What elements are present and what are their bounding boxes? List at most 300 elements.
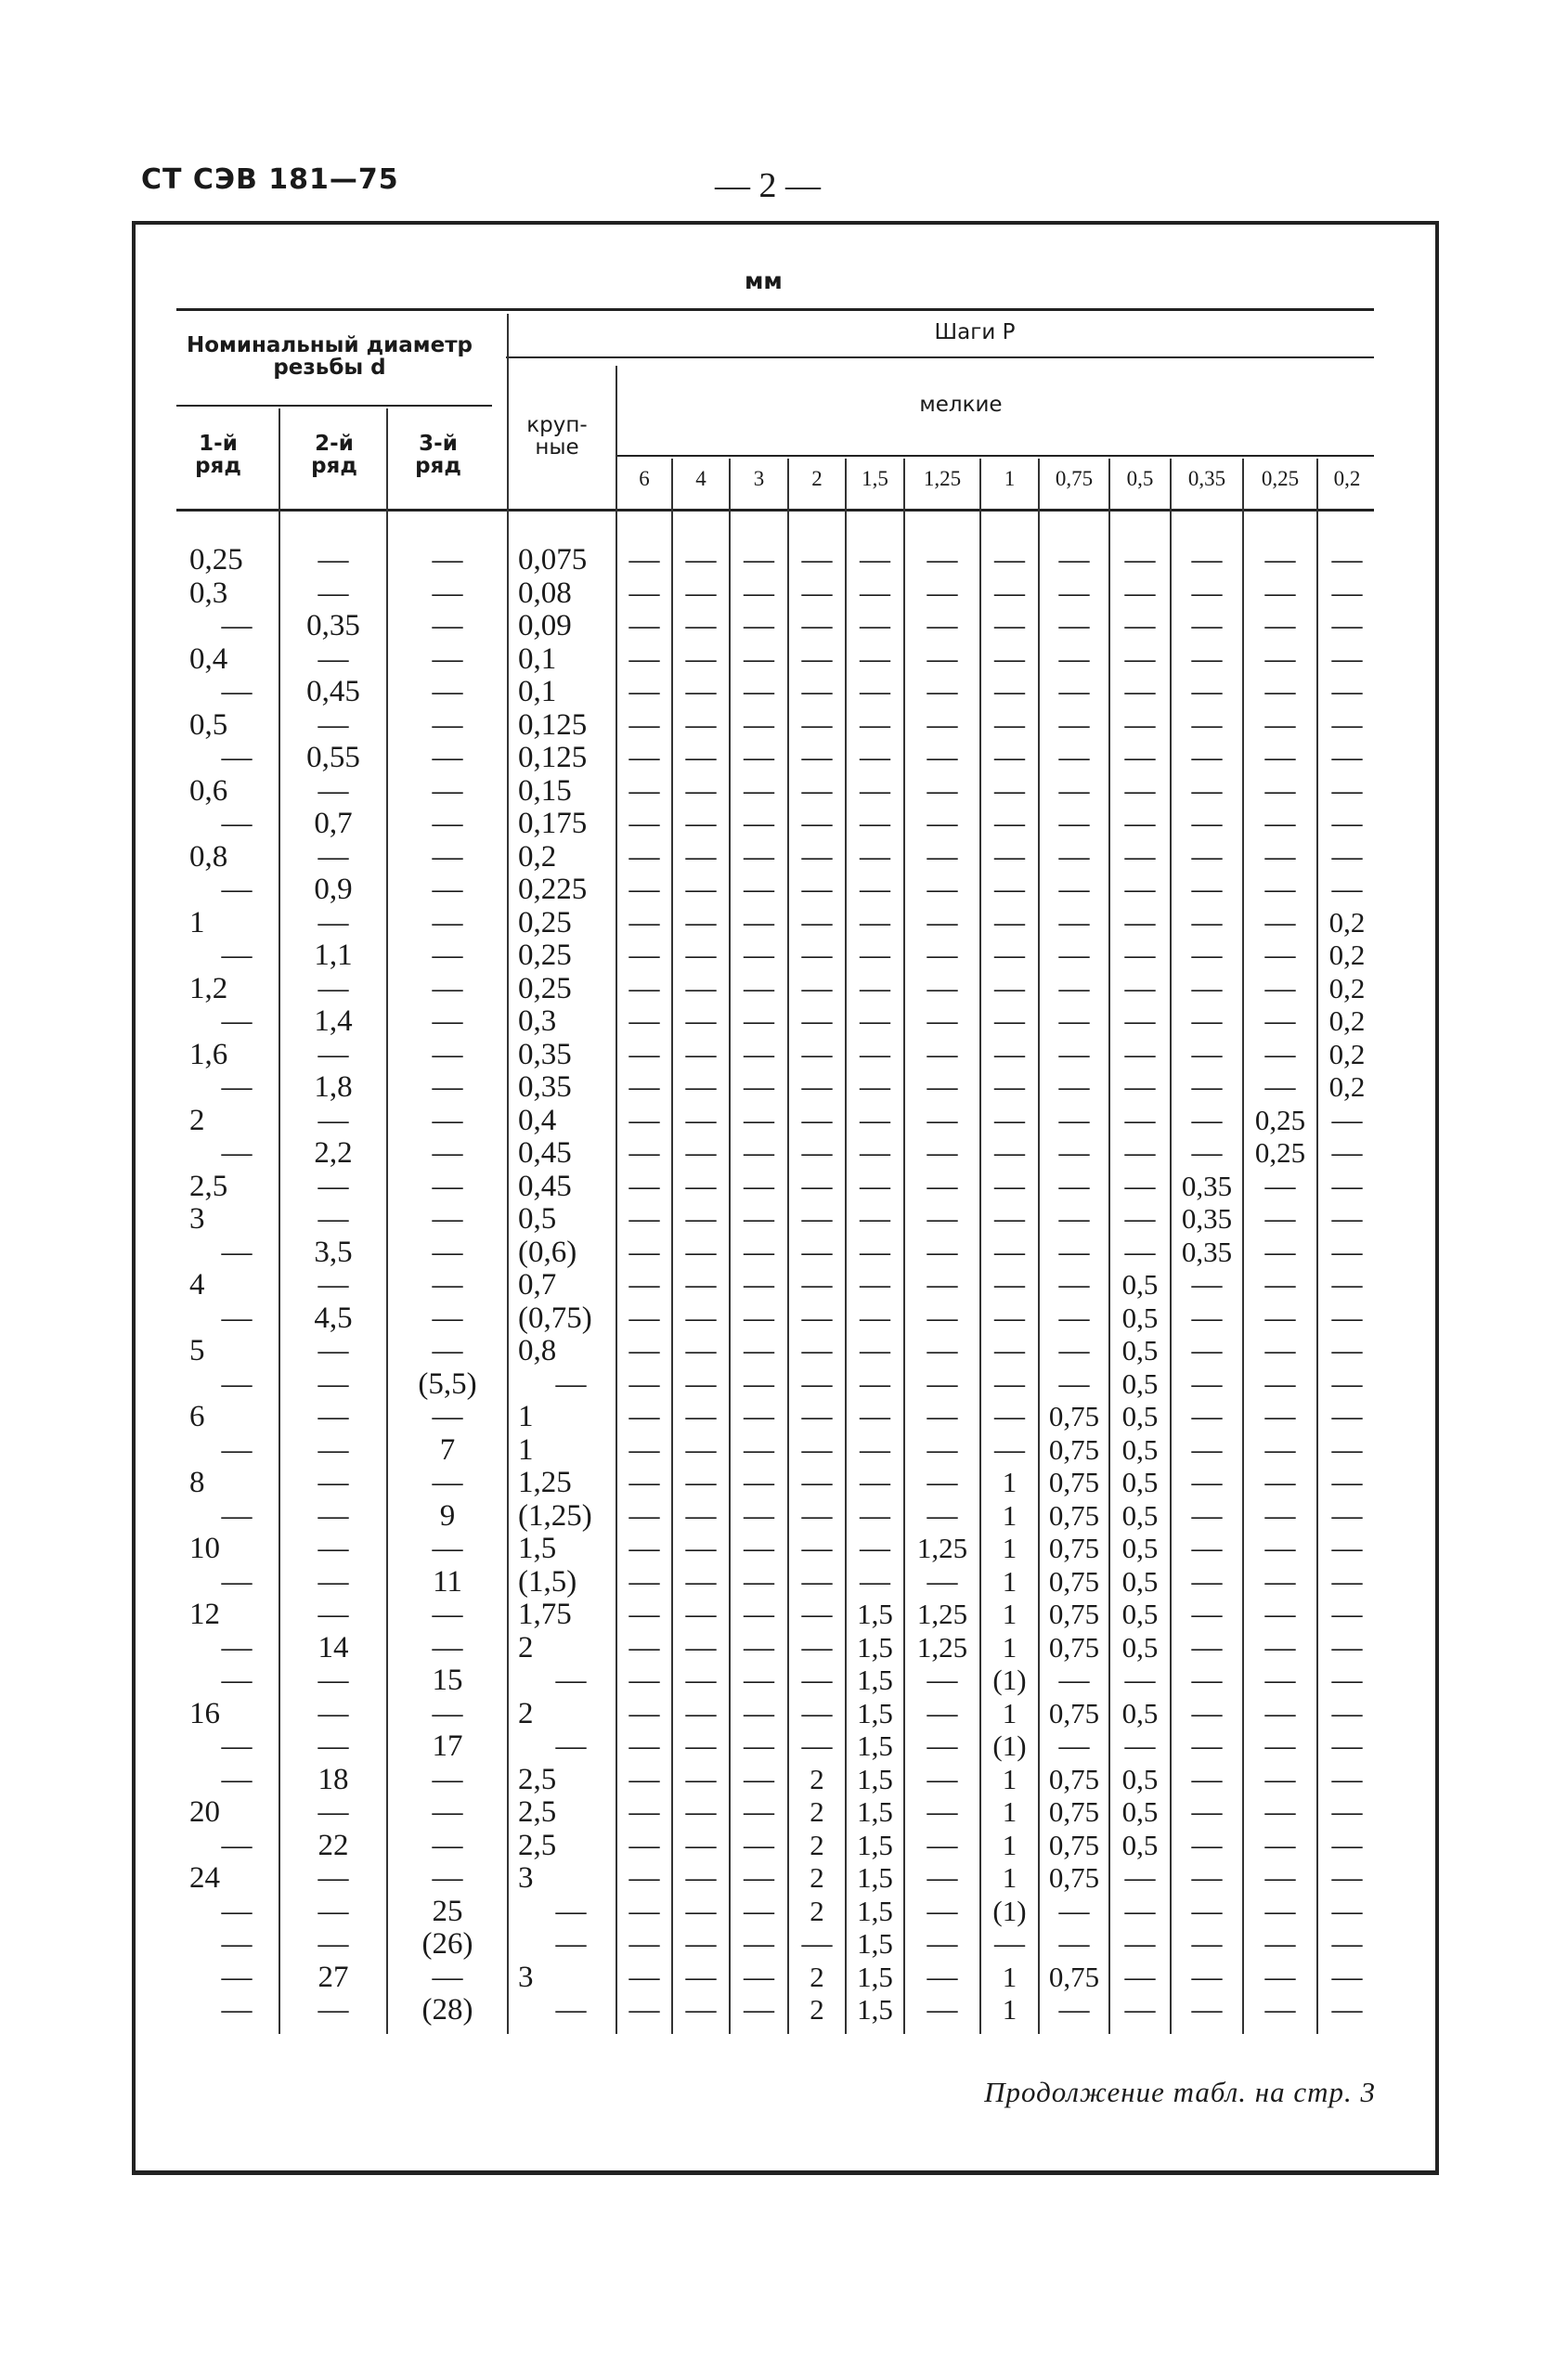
table-cell: — xyxy=(927,1927,958,1961)
table-cell: — xyxy=(801,939,833,972)
table-cell: — xyxy=(221,609,253,642)
table-cell: — xyxy=(685,1664,717,1697)
table-cell: 0,35 xyxy=(1181,1202,1233,1235)
table-cell: 0,75 xyxy=(1048,1762,1100,1795)
table-cell: — xyxy=(801,741,833,774)
table-cell: 0,75 xyxy=(1048,1795,1100,1828)
table-cell: 1 xyxy=(1002,1696,1017,1729)
table-cell: 1,5 xyxy=(857,1664,893,1696)
table-cell: — xyxy=(801,1169,833,1203)
table-cell: 25 xyxy=(432,1894,463,1928)
table-cell: 1,25 xyxy=(916,1532,968,1564)
table-cell: 0,5 xyxy=(1121,1268,1159,1301)
table-cell: — xyxy=(1191,873,1223,906)
table-cell: — xyxy=(994,1202,1025,1236)
table-cell: — xyxy=(860,1334,890,1367)
table-cell: — xyxy=(432,1598,463,1631)
table-cell: — xyxy=(744,1136,774,1170)
table-cell: — xyxy=(860,1301,890,1335)
table-cell: — xyxy=(994,1070,1025,1104)
table-cell: — xyxy=(685,1927,717,1961)
table-cell: 0,7 xyxy=(518,1268,557,1302)
table-cell: — xyxy=(317,1432,349,1467)
table-cell: — xyxy=(744,939,774,972)
table-cell: 1 xyxy=(1002,1466,1017,1498)
table-cell: — xyxy=(744,1334,774,1367)
table-cell: 0,5 xyxy=(1121,1466,1159,1498)
table-cell: — xyxy=(1058,773,1090,808)
table-cell: — xyxy=(801,1432,833,1467)
table-cell: — xyxy=(432,905,463,939)
table-cell: 1 xyxy=(1002,1960,1017,1993)
table-cell: — xyxy=(628,1828,660,1862)
table-cell: 4,5 xyxy=(314,1301,353,1335)
table-cell: 1,5 xyxy=(518,1532,557,1565)
table-cell: — xyxy=(744,971,774,1005)
table-cell: — xyxy=(685,1894,717,1928)
table-cell: — xyxy=(685,1532,717,1565)
table-cell: 1 xyxy=(1002,1795,1017,1828)
table-cell: — xyxy=(801,1400,833,1433)
table-cell: — xyxy=(1191,1136,1223,1170)
table-cell: — xyxy=(685,1268,717,1302)
table-cell: 17 xyxy=(432,1729,463,1763)
table-cell: — xyxy=(744,1366,774,1401)
table-cell: 0,175 xyxy=(518,807,588,840)
page-frame-bottom xyxy=(132,2170,1439,2175)
table-cell: — xyxy=(994,1004,1025,1038)
table-cell: — xyxy=(801,839,833,874)
table-cell: 2 xyxy=(810,1795,824,1828)
table-cell: — xyxy=(685,543,717,576)
table-cell: — xyxy=(860,1004,890,1038)
table-cell: — xyxy=(744,1268,774,1302)
table-cell: 0,2 xyxy=(1328,939,1366,971)
table-cell: — xyxy=(1124,543,1156,576)
table-cell: — xyxy=(685,905,717,939)
table-cell: — xyxy=(432,1301,463,1335)
table-cell: — xyxy=(1264,707,1296,742)
table-cell: — xyxy=(628,1301,660,1335)
table-cell: — xyxy=(860,807,890,840)
coarse-header: круп-ные xyxy=(526,413,588,460)
table-cell: 12 xyxy=(189,1598,220,1631)
table-cell: — xyxy=(1058,839,1090,874)
table-cell: 1,5 xyxy=(857,1828,893,1861)
table-cell: — xyxy=(1331,1828,1363,1862)
table-cell: — xyxy=(860,1466,890,1499)
table-cell: — xyxy=(744,1795,774,1829)
table-cell: — xyxy=(1124,1664,1156,1697)
table-cell: 0,9 xyxy=(314,873,353,906)
table-cell: — xyxy=(801,873,833,906)
table-cell: — xyxy=(1124,873,1156,906)
table-cell: — xyxy=(685,1630,717,1664)
table-cell: — xyxy=(1264,1498,1296,1533)
table-cell: — xyxy=(994,1103,1025,1137)
table-cell: — xyxy=(432,1828,463,1862)
table-cell: 10 xyxy=(189,1532,220,1565)
table-cell: — xyxy=(1191,1268,1223,1302)
table-cell: — xyxy=(744,1235,774,1269)
table-cell: — xyxy=(685,1795,717,1829)
table-cell: — xyxy=(1058,1301,1090,1335)
table-cell: 3 xyxy=(518,1861,534,1895)
table-cell: — xyxy=(801,1136,833,1170)
table-cell: — xyxy=(744,1498,774,1533)
table-cell: — xyxy=(1191,609,1223,642)
table-cell: — xyxy=(744,1993,774,2027)
table-cell: — xyxy=(1264,1532,1296,1565)
table-cell: — xyxy=(1331,1927,1363,1961)
table-cell: — xyxy=(1124,1136,1156,1170)
table-cell: 2 xyxy=(518,1696,534,1730)
table-cell: — xyxy=(685,741,717,774)
table-cell: — xyxy=(994,807,1025,840)
table-cell: — xyxy=(1124,1861,1156,1895)
table-cell: — xyxy=(801,1630,833,1664)
table-cell: — xyxy=(1058,1729,1090,1763)
table-cell: 16 xyxy=(189,1696,220,1730)
table-cell: — xyxy=(1331,641,1363,676)
table-cell: — xyxy=(1124,675,1156,708)
table-cell: — xyxy=(1058,1037,1090,1071)
table-top-rule xyxy=(176,308,1374,311)
table-cell: — xyxy=(685,1598,717,1631)
table-cell: — xyxy=(685,1993,717,2027)
table-cell: — xyxy=(685,1466,717,1499)
table-cell: — xyxy=(685,1729,717,1763)
table-cell: — xyxy=(1264,905,1296,939)
table-cell: — xyxy=(221,1993,253,2027)
table-cell: — xyxy=(1191,773,1223,808)
table-cell: — xyxy=(628,773,660,808)
table-cell: 0,5 xyxy=(1121,1498,1159,1532)
table-cell: — xyxy=(1124,1169,1156,1203)
table-cell: 1 xyxy=(1002,1861,1017,1894)
table-cell: — xyxy=(432,1466,463,1499)
table-cell: — xyxy=(432,1169,463,1203)
table-cell: — xyxy=(744,1532,774,1565)
table-cell: — xyxy=(1058,1664,1090,1697)
diameter-header-rule xyxy=(176,405,492,407)
table-cell: — xyxy=(927,1432,958,1467)
table-cell: — xyxy=(744,773,774,808)
table-cell: — xyxy=(1191,1564,1223,1599)
table-cell: 0,6 xyxy=(189,773,228,808)
table-cell: — xyxy=(628,1498,660,1533)
table-cell: — xyxy=(628,1795,660,1829)
table-cell: — xyxy=(744,807,774,840)
table-cell: — xyxy=(1264,741,1296,774)
table-cell: — xyxy=(317,1103,349,1137)
table-cell: — xyxy=(1124,576,1156,610)
table-cell: — xyxy=(1058,1927,1090,1961)
table-cell: — xyxy=(860,971,890,1005)
table-cell: — xyxy=(628,939,660,972)
table-cell: 1 xyxy=(1002,1564,1017,1598)
table-cell: 0,45 xyxy=(518,1136,572,1170)
table-cell: — xyxy=(927,839,958,874)
row-header-1: 1-й ряд xyxy=(195,432,241,479)
table-cell: — xyxy=(1264,1993,1296,2027)
table-cell: — xyxy=(685,773,717,808)
table-cell: 1,5 xyxy=(857,1927,893,1960)
table-cell: 0,2 xyxy=(1328,1004,1366,1037)
table-cell: 2 xyxy=(189,1103,205,1137)
table-cell: — xyxy=(432,1235,463,1269)
table-cell: — xyxy=(744,1762,774,1796)
table-cell: — xyxy=(801,707,833,742)
table-cell: — xyxy=(1264,1466,1296,1499)
table-cell: — xyxy=(801,1498,833,1533)
table-cell: — xyxy=(685,1202,717,1236)
table-cell: 1,75 xyxy=(518,1598,572,1631)
table-cell: 0,5 xyxy=(518,1202,557,1236)
table-cell: — xyxy=(317,543,349,576)
table-cell: 1,5 xyxy=(857,1630,893,1664)
table-cell: 15 xyxy=(432,1664,463,1697)
table-cell: — xyxy=(1191,675,1223,708)
table-cell: 2,5 xyxy=(518,1795,557,1829)
table-cell: 1 xyxy=(518,1400,534,1433)
fine-pitch-label: 0,75 xyxy=(1055,467,1094,490)
table-cell: — xyxy=(685,1564,717,1599)
table-cell: 1,25 xyxy=(916,1598,968,1630)
table-cell: — xyxy=(628,1366,660,1401)
table-cell: 2,5 xyxy=(518,1828,557,1862)
table-cell: — xyxy=(317,1696,349,1730)
table-cell: — xyxy=(1191,1993,1223,2027)
table-cell: — xyxy=(860,839,890,874)
table-cell: — xyxy=(744,1432,774,1467)
table-cell: 0,75 xyxy=(1048,1598,1100,1630)
table-cell: — xyxy=(927,939,958,972)
table-cell: — xyxy=(685,1861,717,1895)
table-cell: — xyxy=(432,1762,463,1796)
table-cell: — xyxy=(317,641,349,676)
table-cell: — xyxy=(744,641,774,676)
table-cell: — xyxy=(927,1366,958,1401)
table-cell: — xyxy=(1331,1664,1363,1697)
table-cell: — xyxy=(801,1466,833,1499)
table-cell: 0,8 xyxy=(189,839,228,874)
table-cell: — xyxy=(628,971,660,1005)
table-cell: — xyxy=(628,1664,660,1697)
table-cell: — xyxy=(801,1927,833,1961)
table-cell: — xyxy=(994,1366,1025,1401)
table-cell: — xyxy=(1331,1366,1363,1401)
table-cell: — xyxy=(1331,1532,1363,1565)
table-cell: — xyxy=(744,1400,774,1433)
table-cell: — xyxy=(1191,839,1223,874)
table-cell: — xyxy=(860,1532,890,1565)
table-cell: — xyxy=(1191,641,1223,676)
table-cell: — xyxy=(317,905,349,939)
table-cell: — xyxy=(555,1894,587,1928)
table-cell: — xyxy=(994,773,1025,808)
table-cell: — xyxy=(1191,707,1223,742)
table-cell: — xyxy=(1124,807,1156,840)
table-cell: 0,3 xyxy=(518,1004,557,1038)
table-cell: — xyxy=(744,1664,774,1697)
table-cell: 1,25 xyxy=(518,1466,572,1499)
table-cell: — xyxy=(1264,1169,1296,1203)
table-cell: — xyxy=(432,1004,463,1038)
table-cell: — xyxy=(1058,641,1090,676)
table-cell: — xyxy=(221,807,253,840)
table-cell: — xyxy=(801,641,833,676)
table-cell: — xyxy=(1191,576,1223,610)
table-cell: — xyxy=(628,1960,660,1994)
fine-pitch-label: 4 xyxy=(695,467,706,490)
table-cell: 1,6 xyxy=(189,1037,228,1071)
table-cell: — xyxy=(744,1466,774,1499)
table-cell: 1 xyxy=(518,1432,534,1467)
table-cell: — xyxy=(927,1795,958,1829)
table-cell: — xyxy=(685,1366,717,1401)
table-cell: — xyxy=(432,1070,463,1104)
fine-pitch-label: 0,5 xyxy=(1126,467,1154,490)
header-bottom-rule xyxy=(176,509,1374,512)
table-cell: 0,75 xyxy=(1048,1861,1100,1894)
table-cell: — xyxy=(555,1664,587,1697)
table-cell: — xyxy=(1124,609,1156,642)
table-cell: — xyxy=(1264,675,1296,708)
table-cell: — xyxy=(628,1993,660,2027)
table-cell: 0,5 xyxy=(1121,1762,1159,1795)
table-cell: — xyxy=(628,707,660,742)
table-cell: (28) xyxy=(421,1993,473,2027)
table-cell: — xyxy=(432,1103,463,1137)
table-cell: — xyxy=(1124,1927,1156,1961)
table-cell: 2 xyxy=(810,1828,824,1861)
table-cell: — xyxy=(432,1136,463,1170)
table-cell: — xyxy=(1264,1301,1296,1335)
table-cell: — xyxy=(1058,971,1090,1005)
table-cell: — xyxy=(317,1664,349,1697)
table-cell: — xyxy=(1191,1598,1223,1631)
table-cell: — xyxy=(1124,773,1156,808)
table-cell: — xyxy=(994,1301,1025,1335)
table-cell: — xyxy=(1191,1498,1223,1533)
table-cell: — xyxy=(1191,1894,1223,1928)
table-cell: 18 xyxy=(317,1762,349,1796)
table-cell: — xyxy=(927,741,958,774)
table-cell: — xyxy=(1264,1598,1296,1631)
table-cell: — xyxy=(1191,905,1223,939)
table-cell: — xyxy=(221,1366,253,1401)
table-cell: — xyxy=(1191,1630,1223,1664)
table-cell: — xyxy=(628,1202,660,1236)
table-cell: — xyxy=(628,576,660,610)
table-cell: — xyxy=(1058,905,1090,939)
table-cell: — xyxy=(1264,1004,1296,1038)
table-cell: — xyxy=(628,609,660,642)
table-cell: — xyxy=(432,1334,463,1367)
table-cell: — xyxy=(1264,873,1296,906)
table-cell: 2 xyxy=(810,1960,824,1993)
table-cell: — xyxy=(927,1037,958,1071)
table-cell: — xyxy=(1191,1400,1223,1433)
table-cell: — xyxy=(1124,1960,1156,1994)
table-cell: 2,5 xyxy=(518,1762,557,1796)
table-cell: — xyxy=(860,1235,890,1269)
table-cell: 0,2 xyxy=(1328,1037,1366,1070)
table-cell: — xyxy=(1331,675,1363,708)
table-cell: — xyxy=(860,1202,890,1236)
table-cell: — xyxy=(221,1432,253,1467)
table-cell: — xyxy=(927,1861,958,1895)
table-cell: — xyxy=(1191,543,1223,576)
table-cell: — xyxy=(685,1400,717,1433)
table-cell: — xyxy=(1264,1762,1296,1796)
table-cell: 2 xyxy=(810,1894,824,1927)
table-cell: — xyxy=(860,576,890,610)
table-cell: — xyxy=(1264,807,1296,840)
table-cell: — xyxy=(1058,1169,1090,1203)
table-cell: — xyxy=(221,741,253,774)
table-cell: 0,08 xyxy=(518,576,572,610)
table-cell: — xyxy=(555,1729,587,1763)
table-cell: — xyxy=(1331,1993,1363,2027)
table-cell: — xyxy=(628,1037,660,1071)
table-cell: — xyxy=(927,707,958,742)
table-cell: — xyxy=(994,905,1025,939)
table-cell: — xyxy=(628,1268,660,1302)
table-cell: — xyxy=(860,939,890,972)
table-cell: — xyxy=(801,609,833,642)
table-cell: — xyxy=(1191,1037,1223,1071)
table-cell: (0,75) xyxy=(518,1301,592,1335)
table-cell: — xyxy=(860,675,890,708)
table-cell: — xyxy=(221,1828,253,1862)
table-cell: (26) xyxy=(421,1927,473,1961)
table-cell: — xyxy=(860,641,890,676)
fine-header-rule xyxy=(617,455,1374,457)
table-cell: — xyxy=(221,1630,253,1664)
table-cell: — xyxy=(317,1894,349,1928)
table-cell: — xyxy=(801,1598,833,1631)
table-cell: — xyxy=(744,1630,774,1664)
table-cell: 0,09 xyxy=(518,609,572,642)
table-cell: — xyxy=(994,1927,1025,1961)
table-cell: 0,45 xyxy=(306,675,360,708)
table-cell: 0,5 xyxy=(1121,1334,1159,1366)
table-cell: — xyxy=(801,971,833,1005)
table-cell: — xyxy=(221,1136,253,1170)
table-cell: 1,5 xyxy=(857,1696,893,1729)
table-cell: — xyxy=(744,839,774,874)
table-cell: — xyxy=(1058,1202,1090,1236)
table-cell: 1,1 xyxy=(314,939,353,972)
table-cell: — xyxy=(801,1664,833,1697)
table-cell: — xyxy=(1058,675,1090,708)
table-cell: — xyxy=(1191,1532,1223,1565)
table-cell: — xyxy=(860,543,890,576)
table-cell: — xyxy=(1331,1598,1363,1631)
table-cell: 0,225 xyxy=(518,873,588,906)
table-cell: — xyxy=(744,1960,774,1994)
table-cell: — xyxy=(927,1498,958,1533)
table-cell: — xyxy=(1191,807,1223,840)
table-cell: 0,75 xyxy=(1048,1400,1100,1432)
table-cell: — xyxy=(1191,1466,1223,1499)
table-cell: — xyxy=(927,543,958,576)
table-cell: 1,5 xyxy=(857,1960,893,1993)
table-cell: — xyxy=(1331,741,1363,774)
table-cell: — xyxy=(927,1334,958,1367)
